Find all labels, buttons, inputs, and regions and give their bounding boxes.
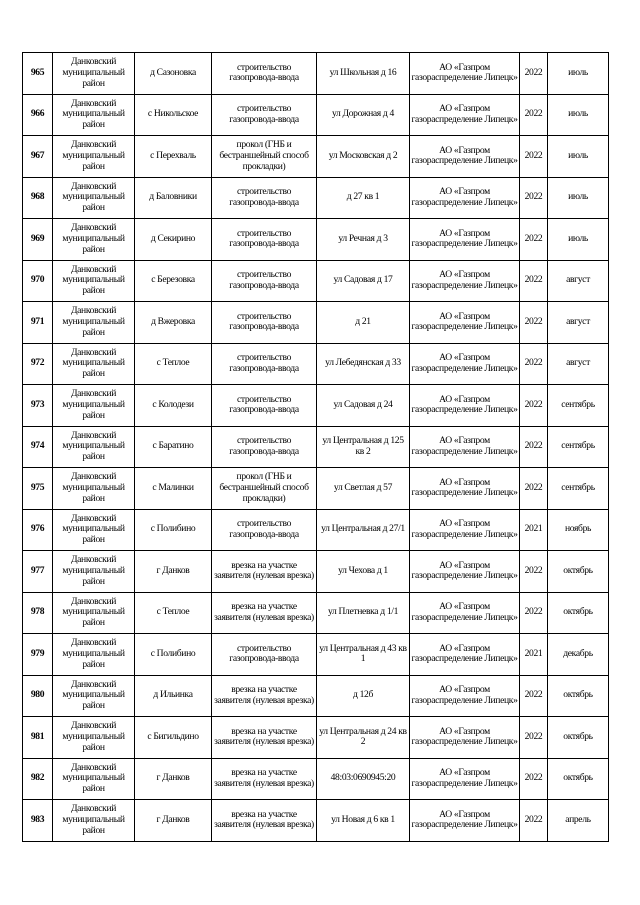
month-cell: октябрь <box>548 675 609 717</box>
address-cell: ул Садовая д 17 <box>317 260 410 302</box>
organization-cell: АО «Газпром газораспределение Липецк» <box>410 177 520 219</box>
address-cell: ул Московская д 2 <box>317 136 410 178</box>
month-cell: июль <box>548 53 609 95</box>
row-number: 974 <box>23 426 53 468</box>
records-table <box>22 52 609 842</box>
row-number: 980 <box>23 675 53 717</box>
address-cell: 48:03:0690945:20 <box>317 758 410 800</box>
address-cell: ул Плетневка д 1/1 <box>317 592 410 634</box>
table-row <box>23 468 609 510</box>
table-row <box>23 94 609 136</box>
address-cell: ул Светлая д 57 <box>317 468 410 510</box>
table-row <box>23 177 609 219</box>
month-cell: сентябрь <box>548 468 609 510</box>
table-row <box>23 136 609 178</box>
settlement-cell: д Вжеровка <box>135 302 212 344</box>
year-cell: 2022 <box>520 136 548 178</box>
table-row <box>23 509 609 551</box>
address-cell: ул Школьная д 16 <box>317 53 410 95</box>
year-cell: 2022 <box>520 592 548 634</box>
row-number: 982 <box>23 758 53 800</box>
month-cell: октябрь <box>548 758 609 800</box>
district-cell: Данковский муниципальный район <box>53 302 135 344</box>
year-cell: 2022 <box>520 758 548 800</box>
row-number: 969 <box>23 219 53 261</box>
table-row <box>23 385 609 427</box>
settlement-cell: г Данков <box>135 800 212 842</box>
work-type-cell: строительство газопровода-ввода <box>212 177 317 219</box>
organization-cell: АО «Газпром газораспределение Липецк» <box>410 634 520 676</box>
table-row <box>23 634 609 676</box>
settlement-cell: д Сазоновка <box>135 53 212 95</box>
organization-cell: АО «Газпром газораспределение Липецк» <box>410 592 520 634</box>
work-type-cell: прокол (ГНБ и бестраншейный способ прокладки) <box>212 468 317 510</box>
organization-cell: АО «Газпром газораспределение Липецк» <box>410 260 520 302</box>
table-row <box>23 592 609 634</box>
district-cell: Данковский муниципальный район <box>53 592 135 634</box>
month-cell: июль <box>548 94 609 136</box>
row-number: 972 <box>23 343 53 385</box>
settlement-cell: с Баратино <box>135 426 212 468</box>
address-cell: ул Речная д 3 <box>317 219 410 261</box>
work-type-cell: прокол (ГНБ и бестраншейный способ прокладки) <box>212 136 317 178</box>
row-number: 979 <box>23 634 53 676</box>
month-cell: октябрь <box>548 592 609 634</box>
organization-cell: АО «Газпром газораспределение Липецк» <box>410 800 520 842</box>
row-number: 970 <box>23 260 53 302</box>
month-cell: август <box>548 260 609 302</box>
organization-cell: АО «Газпром газораспределение Липецк» <box>410 302 520 344</box>
district-cell: Данковский муниципальный район <box>53 509 135 551</box>
organization-cell: АО «Газпром газораспределение Липецк» <box>410 94 520 136</box>
work-type-cell: врезка на участке заявителя (нулевая врезка) <box>212 800 317 842</box>
work-type-cell: строительство газопровода-ввода <box>212 219 317 261</box>
organization-cell: АО «Газпром газораспределение Липецк» <box>410 426 520 468</box>
year-cell: 2022 <box>520 717 548 759</box>
table-row <box>23 53 609 95</box>
district-cell: Данковский муниципальный район <box>53 343 135 385</box>
row-number: 978 <box>23 592 53 634</box>
settlement-cell: с Полибино <box>135 634 212 676</box>
table-row <box>23 551 609 593</box>
district-cell: Данковский муниципальный район <box>53 385 135 427</box>
settlement-cell: г Данков <box>135 758 212 800</box>
month-cell: июль <box>548 136 609 178</box>
settlement-cell: г Данков <box>135 551 212 593</box>
row-number: 973 <box>23 385 53 427</box>
settlement-cell: с Перехваль <box>135 136 212 178</box>
row-number: 977 <box>23 551 53 593</box>
address-cell: ул Центральная д 125 кв 2 <box>317 426 410 468</box>
year-cell: 2022 <box>520 426 548 468</box>
settlement-cell: д Баловники <box>135 177 212 219</box>
work-type-cell: строительство газопровода-ввода <box>212 426 317 468</box>
address-cell: ул Лебедянская д 33 <box>317 343 410 385</box>
address-cell: ул Чехова д 1 <box>317 551 410 593</box>
work-type-cell: строительство газопровода-ввода <box>212 634 317 676</box>
district-cell: Данковский муниципальный район <box>53 136 135 178</box>
row-number: 983 <box>23 800 53 842</box>
year-cell: 2022 <box>520 385 548 427</box>
district-cell: Данковский муниципальный район <box>53 53 135 95</box>
district-cell: Данковский муниципальный район <box>53 426 135 468</box>
district-cell: Данковский муниципальный район <box>53 717 135 759</box>
year-cell: 2022 <box>520 551 548 593</box>
table-row <box>23 219 609 261</box>
district-cell: Данковский муниципальный район <box>53 468 135 510</box>
district-cell: Данковский муниципальный район <box>53 758 135 800</box>
organization-cell: АО «Газпром газораспределение Липецк» <box>410 136 520 178</box>
district-cell: Данковский муниципальный район <box>53 177 135 219</box>
year-cell: 2022 <box>520 302 548 344</box>
address-cell: д 12б <box>317 675 410 717</box>
month-cell: июль <box>548 219 609 261</box>
work-type-cell: строительство газопровода-ввода <box>212 94 317 136</box>
year-cell: 2022 <box>520 94 548 136</box>
district-cell: Данковский муниципальный район <box>53 800 135 842</box>
year-cell: 2022 <box>520 675 548 717</box>
table-row <box>23 302 609 344</box>
table-row <box>23 717 609 759</box>
month-cell: август <box>548 343 609 385</box>
district-cell: Данковский муниципальный район <box>53 260 135 302</box>
organization-cell: АО «Газпром газораспределение Липецк» <box>410 343 520 385</box>
settlement-cell: д Ильинка <box>135 675 212 717</box>
table-row <box>23 343 609 385</box>
work-type-cell: врезка на участке заявителя (нулевая врезка) <box>212 758 317 800</box>
settlement-cell: д Секирино <box>135 219 212 261</box>
records-table-body <box>23 53 609 842</box>
address-cell: ул Центральная д 43 кв 1 <box>317 634 410 676</box>
year-cell: 2022 <box>520 53 548 95</box>
settlement-cell: с Бигильдино <box>135 717 212 759</box>
work-type-cell: строительство газопровода-ввода <box>212 260 317 302</box>
row-number: 965 <box>23 53 53 95</box>
table-row <box>23 426 609 468</box>
address-cell: ул Дорожная д 4 <box>317 94 410 136</box>
address-cell: д 27 кв 1 <box>317 177 410 219</box>
settlement-cell: с Березовка <box>135 260 212 302</box>
year-cell: 2022 <box>520 800 548 842</box>
work-type-cell: врезка на участке заявителя (нулевая врезка) <box>212 551 317 593</box>
work-type-cell: строительство газопровода-ввода <box>212 385 317 427</box>
month-cell: август <box>548 302 609 344</box>
row-number: 976 <box>23 509 53 551</box>
row-number: 981 <box>23 717 53 759</box>
month-cell: октябрь <box>548 717 609 759</box>
work-type-cell: строительство газопровода-ввода <box>212 343 317 385</box>
settlement-cell: с Никольское <box>135 94 212 136</box>
year-cell: 2022 <box>520 177 548 219</box>
work-type-cell: строительство газопровода-ввода <box>212 53 317 95</box>
organization-cell: АО «Газпром газораспределение Липецк» <box>410 385 520 427</box>
month-cell: сентябрь <box>548 385 609 427</box>
work-type-cell: врезка на участке заявителя (нулевая врезка) <box>212 717 317 759</box>
row-number: 975 <box>23 468 53 510</box>
district-cell: Данковский муниципальный район <box>53 219 135 261</box>
settlement-cell: с Малинки <box>135 468 212 510</box>
table-row <box>23 800 609 842</box>
year-cell: 2022 <box>520 343 548 385</box>
settlement-cell: с Теплое <box>135 592 212 634</box>
work-type-cell: врезка на участке заявителя (нулевая врезка) <box>212 592 317 634</box>
year-cell: 2021 <box>520 509 548 551</box>
month-cell: ноябрь <box>548 509 609 551</box>
organization-cell: АО «Газпром газораспределение Липецк» <box>410 717 520 759</box>
month-cell: декабрь <box>548 634 609 676</box>
month-cell: апрель <box>548 800 609 842</box>
organization-cell: АО «Газпром газораспределение Липецк» <box>410 509 520 551</box>
address-cell: ул Новая д 6 кв 1 <box>317 800 410 842</box>
address-cell: ул Центральная д 24 кв 2 <box>317 717 410 759</box>
month-cell: октябрь <box>548 551 609 593</box>
settlement-cell: с Полибино <box>135 509 212 551</box>
address-cell: ул Садовая д 24 <box>317 385 410 427</box>
work-type-cell: строительство газопровода-ввода <box>212 302 317 344</box>
row-number: 971 <box>23 302 53 344</box>
district-cell: Данковский муниципальный район <box>53 675 135 717</box>
address-cell: ул Центральная д 27/1 <box>317 509 410 551</box>
year-cell: 2022 <box>520 260 548 302</box>
work-type-cell: строительство газопровода-ввода <box>212 509 317 551</box>
year-cell: 2021 <box>520 634 548 676</box>
settlement-cell: с Колодези <box>135 385 212 427</box>
table-row <box>23 260 609 302</box>
work-type-cell: врезка на участке заявителя (нулевая врезка) <box>212 675 317 717</box>
organization-cell: АО «Газпром газораспределение Липецк» <box>410 468 520 510</box>
year-cell: 2022 <box>520 219 548 261</box>
district-cell: Данковский муниципальный район <box>53 634 135 676</box>
month-cell: июль <box>548 177 609 219</box>
table-row <box>23 675 609 717</box>
row-number: 967 <box>23 136 53 178</box>
district-cell: Данковский муниципальный район <box>53 94 135 136</box>
district-cell: Данковский муниципальный район <box>53 551 135 593</box>
table-row <box>23 758 609 800</box>
organization-cell: АО «Газпром газораспределение Липецк» <box>410 551 520 593</box>
organization-cell: АО «Газпром газораспределение Липецк» <box>410 675 520 717</box>
address-cell: д 21 <box>317 302 410 344</box>
organization-cell: АО «Газпром газораспределение Липецк» <box>410 758 520 800</box>
month-cell: сентябрь <box>548 426 609 468</box>
row-number: 968 <box>23 177 53 219</box>
row-number: 966 <box>23 94 53 136</box>
organization-cell: АО «Газпром газораспределение Липецк» <box>410 219 520 261</box>
organization-cell: АО «Газпром газораспределение Липецк» <box>410 53 520 95</box>
settlement-cell: с Теплое <box>135 343 212 385</box>
year-cell: 2022 <box>520 468 548 510</box>
